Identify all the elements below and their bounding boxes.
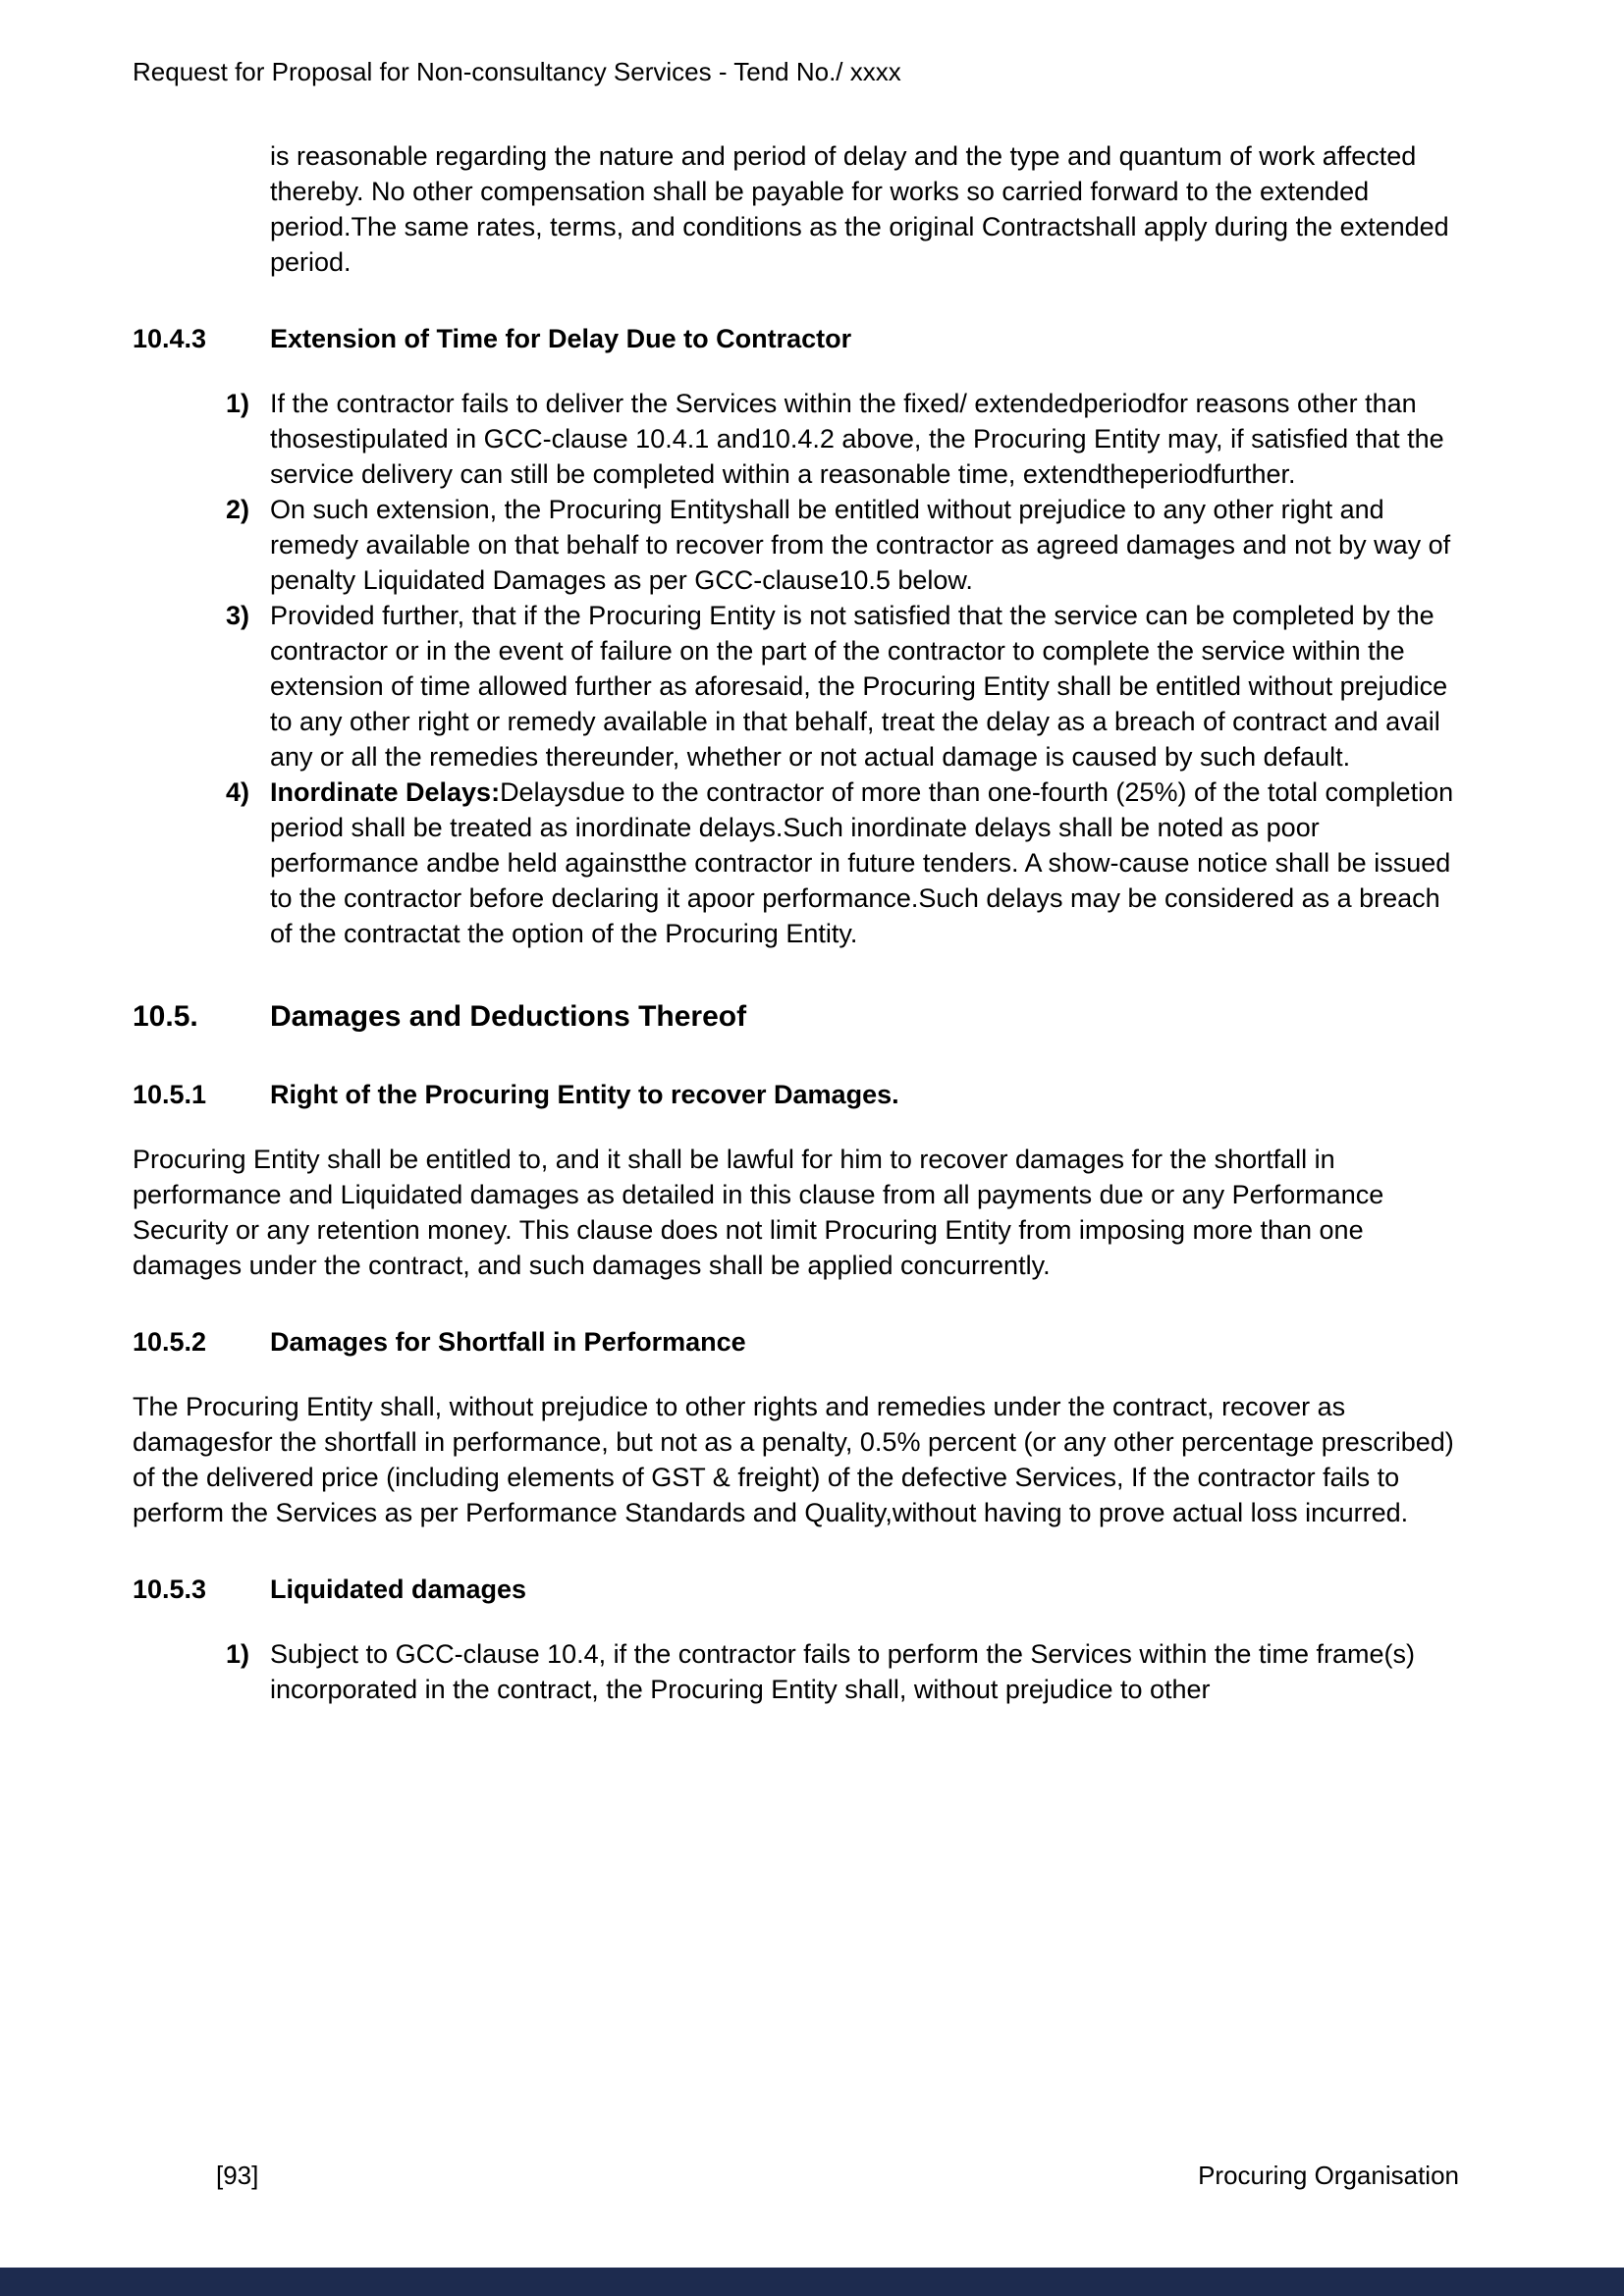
list-item-text: If the contractor fails to deliver the Services within the fixed/ extendedperiodfor reasons other than thosestipulated in GCC-clause 10.4.1 and10.4.2 above, the Procuring Entity may, if satisfied that the service delivery can still be completed within a reasonable time, extendtheperiodfurther. (270, 389, 1444, 489)
section-heading-10-5-1 (133, 1077, 1459, 1112)
list-item-marker: 1) (226, 1639, 250, 1669)
footer-organisation: Procuring Organisation (1198, 2161, 1459, 2190)
page-footer (133, 2158, 1459, 2193)
list-item (133, 1636, 1459, 1707)
list-item (133, 774, 1459, 951)
list-item-text-rest: Delaysdue to the contractor of more than one-fourth (25%) of the total completion period shall be treated as inordinate delays.Such inordinate delays shall be noted as poor performance andbe held againstthe contractor in future tenders. A show-cause notice shall be issued to the contractor before declaring it apoor performance.Such delays may be considered as a breach of the contractat the option of the Procuring Entity. (270, 777, 1454, 948)
page-header (133, 54, 1459, 89)
list-item-text (270, 777, 1453, 948)
paragraph-10-5-2: The Procuring Entity shall, without prejudice to other rights and remedies under the contract, recover as damagesfor the shortfall in performance, but not as a penalty, 0.5% percent (or any other percentage prescribed) of the delivered price (including elements of GST & freight) of the defective Services, If the contractor fails to perform the Services as per Performance Standards and Quality,without having to prove actual loss incurred. (133, 1392, 1454, 1527)
header-title: Request for Proposal for Non-consultancy Services - Tend No./ xxxx (133, 57, 901, 86)
continuation-paragraph: is reasonable regarding the nature and period of delay and the type and quantum of work affected thereby. No other compensation shall be payable for works so carried forward to the extended period.The same rates, terms, and conditions as the original Contractshall apply during the extended period. (270, 141, 1449, 277)
section-number: 10.5.1 (133, 1080, 207, 1109)
list-item (133, 598, 1459, 774)
section-heading-10-4-3 (133, 321, 1459, 356)
section-title: Right of the Procuring Entity to recover Damages. (270, 1080, 899, 1109)
inordinate-delays-label: Inordinate Delays: (270, 777, 501, 807)
section-title: Extension of Time for Delay Due to Contractor (270, 324, 852, 353)
section-title: Damages for Shortfall in Performance (270, 1327, 746, 1357)
section-title: Damages and Deductions Thereof (270, 1000, 747, 1033)
section-number: 10.4.3 (133, 324, 207, 353)
section-heading-10-5 (133, 998, 1459, 1036)
list-item-marker: 1) (226, 389, 250, 418)
list-item-text: Provided further, that if the Procuring Entity is not satisfied that the service can be completed by the contractor or in the event of failure on the part of the contractor to complete the service within the extension of time allowed further as aforesaid, the Procuring Entity shall be entitled without prejudice to any other right or remedy available in that behalf, treat the delay as a breach of contract and avail any or all the remedies thereunder, whether or not actual damage is caused by such default. (270, 601, 1448, 772)
paragraph-10-5-1: Procuring Entity shall be entitled to, and it shall be lawful for him to recover damages for the shortfall in performance and Liquidated damages as detailed in this clause from all payments due or any Performance Security or any retention money. This clause does not limit Procuring Entity from imposing more than one damages under the contract, and such damages shall be applied concurrently. (133, 1145, 1384, 1280)
bottom-navy-bar (0, 2268, 1624, 2296)
list-item (133, 386, 1459, 492)
list-item (133, 492, 1459, 598)
section-number: 10.5.3 (133, 1575, 207, 1604)
list-item-text: On such extension, the Procuring Entityshall be entitled without prejudice to any other right and remedy available on that behalf to recover from the contractor as agreed damages and not by way of penalty Liquidated Damages as per GCC-clause10.5 below. (270, 495, 1451, 595)
section-title: Liquidated damages (270, 1575, 527, 1604)
list-item-marker: 4) (226, 777, 250, 807)
list-item-marker: 2) (226, 495, 250, 524)
list-10-4-3 (133, 386, 1459, 951)
section-heading-10-5-2 (133, 1324, 1459, 1360)
list-item-marker: 3) (226, 601, 250, 630)
document-content (133, 138, 1459, 1707)
footer-page-number: [93] (216, 2161, 259, 2190)
section-number: 10.5. (133, 1000, 198, 1033)
list-10-5-3 (133, 1636, 1459, 1707)
list-item-text: Subject to GCC-clause 10.4, if the contractor fails to perform the Services within the time frame(s) incorporated in the contract, the Procuring Entity shall, without prejudice to other (270, 1639, 1415, 1704)
section-heading-10-5-3 (133, 1572, 1459, 1607)
section-number: 10.5.2 (133, 1327, 207, 1357)
